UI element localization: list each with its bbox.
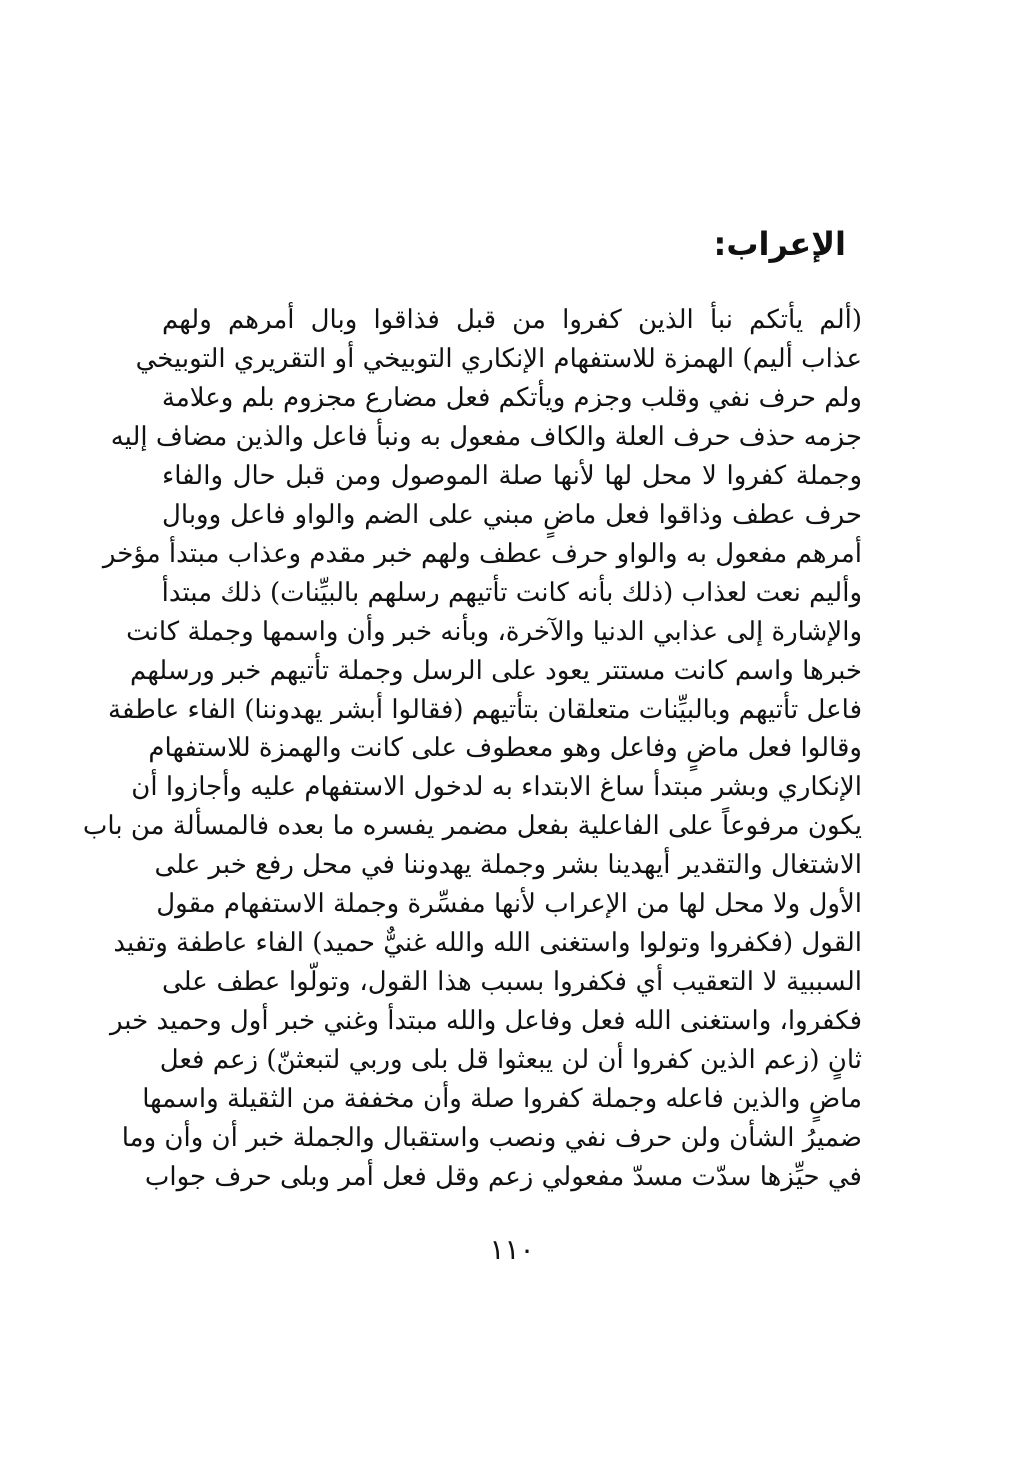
text-line: القول (فكفروا وتولوا واستغنى الله والله غنيٌّ حميد) الفاء عاطفة وتفيد [113, 928, 862, 959]
text-line: (ألم يأتكم نبأ الذين كفروا من قبل فذاقوا وبال أمرهم ولهم [162, 305, 862, 335]
text-line: حرف عطف وذاقوا فعل ماضٍ مبني على الضم والواو فاعل ووبال [162, 499, 862, 530]
text-line: عذاب أليم) الهمزة للاستفهام الإنكاري التوبيخي أو التقريري التوبيخي [135, 343, 862, 374]
text-line: جزمه حذف حرف العلة والكاف مفعول به ونبأ فاعل والذين مضاف إليه [110, 421, 862, 452]
text-line: ولم حرف نفي وقلب وجزم ويأتكم فعل مضارع مجزوم بلم وعلامة [161, 382, 862, 413]
body-text [82, 301, 862, 1197]
section-heading: الإعراب: [713, 225, 846, 263]
text-line: يكون مرفوعاً على الفاعلية بفعل مضمر يفسره ما بعده فالمسألة من باب [82, 811, 862, 842]
text-line: وقالوا فعل ماضٍ وفاعل وهو معطوف على كانت والهمزة للاستفهام [148, 733, 862, 764]
text-line: وجملة كفروا لا محل لها لأنها صلة الموصول ومن قبل حال والفاء [162, 460, 862, 491]
text-line: أمرهم مفعول به والواو حرف عطف ولهم خبر مقدم وعذاب مبتدأ مؤخر [102, 538, 862, 569]
text-line: فكفروا، واستغنى الله فعل وفاعل والله مبتدأ وغني خبر أول وحميد خبر [109, 1006, 862, 1037]
page-number: ١١٠ [489, 1233, 535, 1266]
text-line: الإنكاري وبشر مبتدأ ساغ الابتداء به لدخول الاستفهام عليه وأجازوا أن [131, 772, 862, 803]
text-line: خبرها واسم كانت مستتر يعود على الرسل وجملة تأتيهم خبر ورسلهم [130, 655, 862, 686]
text-line: والإشارة إلى عذابي الدنيا والآخرة، وبأنه خبر وأن واسمها وجملة كانت [126, 616, 862, 647]
text-line: ضميرُ الشأن ولن حرف نفي ونصب واستقبال والجملة خبر أن وأن وما [121, 1123, 862, 1154]
text-line: الاشتغال والتقدير أيهدينا بشر وجملة يهدوننا في محل رفع خبر على [154, 850, 862, 881]
text-line: ثانٍ (زعم الذين كفروا أن لن يبعثوا قل بلى وربي لتبعثنّ) زعم فعل [159, 1045, 862, 1076]
text-line: الأول ولا محل لها من الإعراب لأنها مفسِّرة وجملة الاستفهام مقول [156, 889, 862, 920]
text-line: وأليم نعت لعذاب (ذلك بأنه كانت تأتيهم رسلهم بالبيِّنات) ذلك مبتدأ [161, 577, 862, 608]
text-line: في حيِّزها سدّت مسدّ مفعولي زعم وقل فعل أمر وبلى حرف جواب [144, 1161, 862, 1192]
text-line: السببية لا التعقيب أي فكفروا بسبب هذا القول، وتولّوا عطف على [162, 967, 862, 998]
text-line: ماضٍ والذين فاعله وجملة كفروا صلة وأن مخففة من الثقيلة واسمها [142, 1084, 862, 1115]
text-line: فاعل تأتيهم وبالبيِّنات متعلقان بتأتيهم (فقالوا أبشر يهدوننا) الفاء عاطفة [108, 694, 862, 725]
